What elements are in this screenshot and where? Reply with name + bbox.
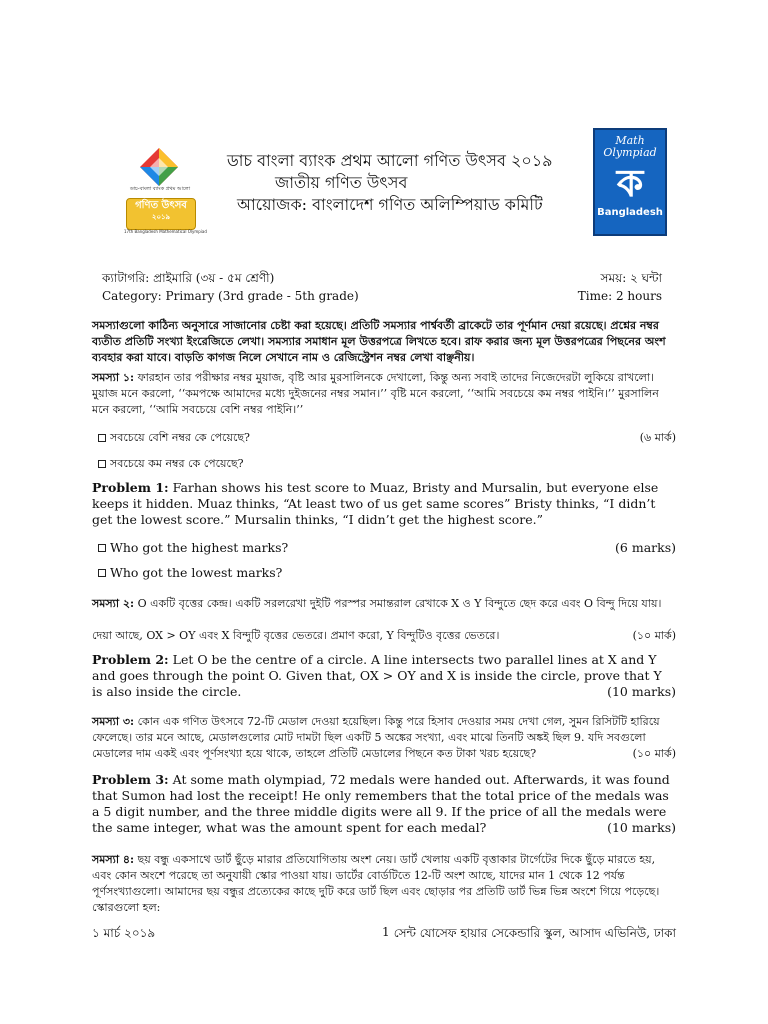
- problem-4-bn-label: সমস্যা ৪:: [92, 853, 135, 866]
- problem-2-bn-given: [92, 628, 676, 644]
- marks: (10 marks): [607, 820, 676, 835]
- checkbox-icon: [98, 569, 106, 577]
- problem-2-en-text: Let O be the centre of a circle. A line intersects two parallel lines at X and Y and goes through the point O. Given that, OX > OY and X is inside the circle, prove that Y is also inside the circle.: [92, 652, 662, 699]
- problem-3-bn: [92, 714, 676, 762]
- problem-1-bn-text: ফারহান তার পরীক্ষার নম্বর মুয়াজ, বৃষ্টি আর মুরসালিনকে দেখালো, কিন্তু অন্য সবাই তাদের নিজেদেরটা লুকিয়ে রাখলো। মুয়াজ মনে করলো, ‘‘কমপক্ষে আমাদের মধ্যে দুইজনের নম্বর সমান।’’ বৃষ্টি মনে করলো, ‘‘আমি সবচেয়ে কম নম্বর পাইনি।’’ মুরসালিন মনে করলো, ‘‘আমি সবচেয়ে বেশি নম্বর পাইনি।’’: [92, 371, 659, 416]
- problem-1-en-label: Problem 1:: [92, 480, 169, 495]
- category-bn: ক্যাটাগরি: প্রাইমারি (৩য় - ৫ম শ্রেণী): [102, 271, 275, 285]
- marks: (১০ মার্ক): [632, 747, 676, 760]
- question-text: সবচেয়ে কম নম্বর কে পেয়েছে?: [110, 457, 244, 470]
- problem-1-en-q1: [92, 540, 676, 556]
- problem-4-bn: [92, 852, 676, 916]
- question-text: Who got the lowest marks?: [110, 565, 283, 580]
- logo-glyph: ক: [616, 161, 644, 205]
- checkbox-icon: [98, 434, 106, 442]
- problem-2-bn-label: সমস্যা ২:: [92, 597, 135, 610]
- kite-icon: [138, 146, 180, 188]
- page-number: 1: [382, 925, 390, 939]
- math-olympiad-bangladesh-logo: [593, 128, 667, 236]
- problem-1-bn: [92, 370, 676, 418]
- marks: (6 marks): [615, 540, 676, 555]
- title-line-3: আয়োজক: বাংলাদেশ গণিত অলিম্পিয়াড কমিটি: [237, 195, 543, 214]
- question-text: সবচেয়ে বেশি নম্বর কে পেয়েছে?: [110, 431, 250, 444]
- instructions: সমস্যাগুলো কাঠিন্য অনুসারে সাজানোর চেষ্টা করা হয়েছে। প্রতিটি সমস্যার পার্শ্ববর্তী ব্রাকেটে তার পূর্ণমান দেয়া রয়েছে। প্রশ্নের নম্বর ব্যতীত প্রতিটি সংখ্যা ইংরেজিতে লেখা। সমস্যার সমাধান মূল উত্তরপত্রে লিখতে হবে। রাফ করার জন্য মূল উত্তরপত্রের পিছনের অংশ ব্যবহার করা যাবে। বাড়তি কাগজ নিলে সেখানে নাম ও রেজিস্ট্রেশন নম্বর লেখা বাঞ্ছনীয়।: [92, 319, 666, 364]
- problem-1-en-q2: [92, 565, 676, 581]
- marks: (৬ মার্ক): [639, 431, 676, 444]
- problem-3-en: [92, 772, 676, 836]
- problem-1-bn-q2: [92, 456, 676, 472]
- logo-subline: 17th Bangladesh Mathematical Olympiad: [124, 229, 207, 234]
- problem-3-bn-label: সমস্যা ৩:: [92, 715, 135, 728]
- meta-row-bn: [102, 270, 662, 290]
- ganit-utsab-logo: [124, 146, 207, 234]
- time-en: Time: 2 hours: [577, 289, 662, 303]
- time-bn: সময়: ২ ঘন্টা: [600, 271, 662, 285]
- problem-1-en-text: Farhan shows his test score to Muaz, Bristy and Mursalin, but everyone else keeps it hidden. Muaz thinks, “At least two of us get same scores” Bristy thinks, “I didn’t get the lowest score.” Mursalin thinks, “I didn’t get the highest score.”: [92, 480, 659, 527]
- problem-3-en-label: Problem 3:: [92, 772, 169, 787]
- problem-3-bn-text: কোন এক গণিত উৎসবে 72-টি মেডাল দেওয়া হয়েছিল। কিন্তু পরে হিসাব দেওয়ার সময় দেখা গেল, সুমন রিসিটটি হারিয়ে ফেলেছে। তার মনে আছে, মেডালগুলোর মোট দামটা ছিল একটি 5 অঙ্কের সংখ্যা, এবং মাঝে তিনটি অঙ্কই ছিল 9. যদি সবগুলো মেডালের দাম একই এবং পূর্ণসংখ্যা হয়ে থাকে, তাহলে প্রতিটি মেডালের পিছনে কত টাকা খরচ হয়েছে?: [92, 715, 660, 760]
- problem-1-bn-label: সমস্যা ১:: [92, 371, 135, 384]
- category-en: Category: Primary (3rd grade - 5th grade): [102, 289, 359, 303]
- document-title: [227, 150, 577, 216]
- problem-3-en-text: At some math olympiad, 72 medals were handed out. Afterwards, it was found that Sumon had lost the receipt! He only remembers that the total price of the medals was a 5 digit number, and the three middle digits were all 9. If the price of all the medals were the same integer, what was the amount spent for each medal?: [92, 772, 670, 835]
- footer-venue: সেন্ট যোসেফ হায়ার সেকেন্ডারি স্কুল, আসাদ এভিনিউ, ঢাকা: [393, 926, 676, 940]
- title-line-2: জাতীয় গণিত উৎসব: [275, 173, 408, 192]
- banner-title: গণিত উৎসব: [135, 200, 187, 211]
- problem-1-bn-q1: [92, 430, 676, 446]
- problem-2-en-label: Problem 2:: [92, 652, 169, 667]
- sponsor-brand-row: ডাচ-বাংলা ব্যাংক প্রথম আলো: [129, 186, 191, 192]
- marks: (১০ মার্ক): [632, 629, 676, 642]
- problem-1-en: [92, 480, 676, 528]
- problem-4-bn-text: ছয় বন্ধু একসাথে ডার্ট ছুঁড়ে মারার প্রতিযোগিতায় অংশ নেয়। ডার্ট খেলায় একটি বৃত্তাকার টার্গেটের দিকে ছুঁড়ে মারতে হয়, এবং কোন অংশে পরেছে তা অনুযায়ী স্কোর পাওয়া যায়। ডার্টের বোর্ডটিতে 12-টি অংশ আছে, যাদের মান 1 থেকে 12 পর্যন্ত পূর্ণসংখ্যাগুলো। আমাদের ছয় বন্ধুর প্রত্যেকের কাছে দুটি করে ডার্ট ছিল এবং ছোড়ার পর প্রতিটি ডার্ট ভিন্ন ভিন্ন অংশে গিয়ে পড়েছে। স্কোরগুলো হল:: [92, 853, 660, 914]
- title-line-1: ডাচ বাংলা ব্যাংক প্রথম আলো গণিত উৎসব ২০১৯: [227, 151, 553, 170]
- checkbox-icon: [98, 544, 106, 552]
- logo-bottom-text: Bangladesh: [597, 207, 663, 218]
- question-text: Who got the highest marks?: [110, 540, 289, 555]
- problem-2-bn: [92, 596, 676, 612]
- footer-date: ১ মার্চ ২০১৯: [92, 926, 156, 940]
- logo-top-text: Math Olympiad: [603, 134, 657, 159]
- problem-2-bn-text: O একটি বৃত্তের কেন্দ্র। একটি সরলরেখা দুইটি পরস্পর সমান্তরাল রেখাকে X ও Y বিন্দুতে ছেদ করে এবং O বিন্দু দিয়ে যায়।: [137, 597, 662, 610]
- marks: (10 marks): [607, 684, 676, 699]
- ganit-utsab-banner: [126, 198, 196, 230]
- banner-year: ২০১৯: [151, 213, 171, 221]
- problem-2-bn-text2: দেয়া আছে, OX > OY এবং X বিন্দুটি বৃত্তের ভেতরে। প্রমাণ করো, Y বিন্দুটিও বৃত্তের ভেতরে।: [92, 629, 500, 642]
- checkbox-icon: [98, 460, 106, 468]
- problem-2-en: [92, 652, 676, 700]
- meta-row-en: [102, 289, 662, 303]
- page-footer: [92, 925, 676, 945]
